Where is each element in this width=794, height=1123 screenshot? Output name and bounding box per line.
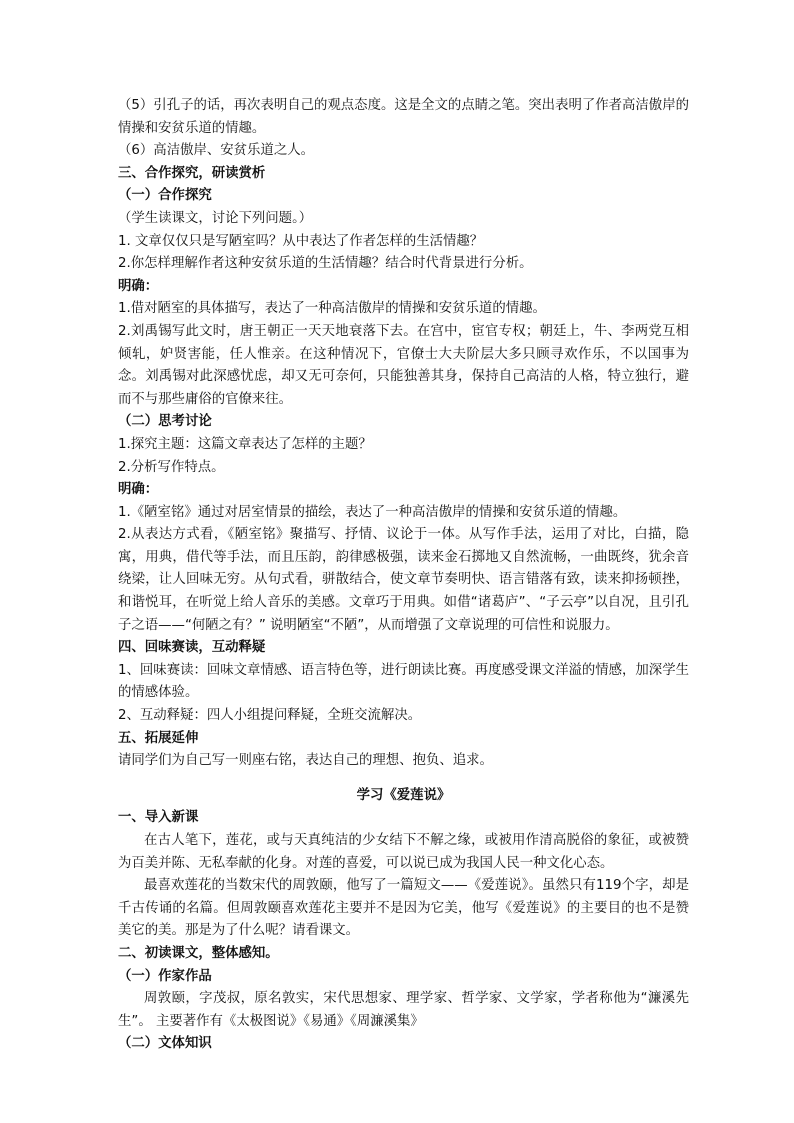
- answer-2: 2.刘禹锡写此文时，唐王朝正一天天地衰落下去。在宫中，宦官专权；朝廷上，牛、李两党互相倾轧，妒贤害能，任人惟亲。在这种情况下，官僚士大夫阶层大多只顾寻欢作乐，不以国事为念。刘禹锡对此深感忧虑，却又无可奈何，只能独善其身，保持自己高洁的人格，特立独行，避而不与那些庸俗的官僚来往。: [118, 323, 689, 407]
- paragraph-point-6: （6）高洁傲岸、安贫乐道之人。: [118, 143, 314, 159]
- discussion-answer-2: 2.从表达方式看，《陋室铭》聚描写、抒情、议论于一体。从写作手法，运用了对比，白描，隐寓，用典，借代等手法，而且压韵，韵律感极强，读来金石掷地又自然流畅，一曲既终，犹余音绕梁，让人回味无穷。从句式看，骈散结合，使文章节奏明快、语言错落有致，读来抑扬顿挫，和谐悦耳，在听觉上给人音乐的美感。文章巧于用典。如借“诸葛庐”、“子云亭”以自况，且引孔子之语——“何陋之有？” 说明陋室“不陋”，从而增强了文章说理的可信性和说服力。: [118, 527, 689, 633]
- section-4-item-1: 1、回味赛读：回味文章情感、语言特色等，进行朗读比赛。再度感受课文洋溢的情感，加深学生的情感体验。: [118, 662, 689, 701]
- answer-label-1: 明确：: [118, 278, 159, 294]
- author-paragraph: 周敦颐，字茂叔，原名敦实，宋代思想家、理学家、哲学家、文学家，学者称他为“濂溪先生”。 主要著作有《太极图说》《易通》《周濂溪集》: [118, 991, 689, 1029]
- heading-genre-knowledge: （二）文体知识: [118, 1036, 212, 1052]
- heading-section-3: 三、合作探究，研读赏析: [118, 165, 266, 181]
- lesson-title: 学习《爱莲说》: [356, 787, 451, 803]
- section-4-item-2: 2、互动释疑：四人小组提问释疑，全班交流解决。: [118, 708, 422, 724]
- answer-1: 1.借对陋室的具体描写，表达了一种高洁傲岸的情操和安贫乐道的情趣。: [118, 301, 546, 317]
- discussion-item-2: 2.分析写作特点。: [118, 459, 225, 475]
- instruction-text: （学生读课文，讨论下列问题。）: [118, 210, 313, 226]
- heading-author-works: （一）作家作品: [118, 968, 212, 984]
- paragraph-point-5: （5）引孔子的话，再次表明自己的观点态度。这是全文的点睛之笔。突出表明了作者高洁傲岸的情操和安贫乐道的情趣。: [118, 98, 689, 136]
- heading-first-reading: 二、初读课文，整体感知。: [118, 945, 279, 961]
- heading-section-4: 四、回味赛读，互动释疑: [118, 640, 266, 656]
- discussion-item-1: 1.探究主题：这篇文章表达了怎样的主题？: [118, 436, 372, 452]
- question-1: 1. 文章仅仅只是写陋室吗？从中表达了作者怎样的生活情趣？: [118, 233, 484, 249]
- question-2: 2.你怎样理解作者这种安贫乐道的生活情趣？结合时代背景进行分析。: [118, 256, 533, 272]
- heading-introduction: 一、导入新课: [118, 810, 199, 826]
- section-5-text: 请同学们为自己写一则座右铭，表达自己的理想、抱负、追求。: [118, 753, 493, 769]
- intro-paragraph-1: 在古人笔下，莲花，或与天真纯洁的少女结下不解之缘，或被用作清高脱俗的象征，或被赞为百美并陈、无私奉献的化身。对莲的喜爱，可以说已成为我国人民一种文化心态。: [118, 833, 689, 871]
- discussion-answer-1: 1.《陋室铭》通过对居室情景的描绘，表达了一种高洁傲岸的情操和安贫乐道的情趣。: [118, 504, 627, 520]
- heading-section-5: 五、拓展延伸: [118, 730, 199, 746]
- heading-cooperative-inquiry: （一）合作探究: [118, 188, 212, 204]
- intro-paragraph-2: 最喜欢莲花的当数宋代的周敦颐，他写了一篇短文——《爱莲说》。虽然只有119个字，却是千古传诵的名篇。但周敦颐喜欢莲花主要并不是因为它美，他写《爱莲说》的主要目的也不是赞美它的美。那是为了什么呢？请看课文。: [118, 878, 689, 939]
- heading-discussion: （二）思考讨论: [118, 414, 212, 430]
- answer-label-2: 明确：: [118, 482, 159, 498]
